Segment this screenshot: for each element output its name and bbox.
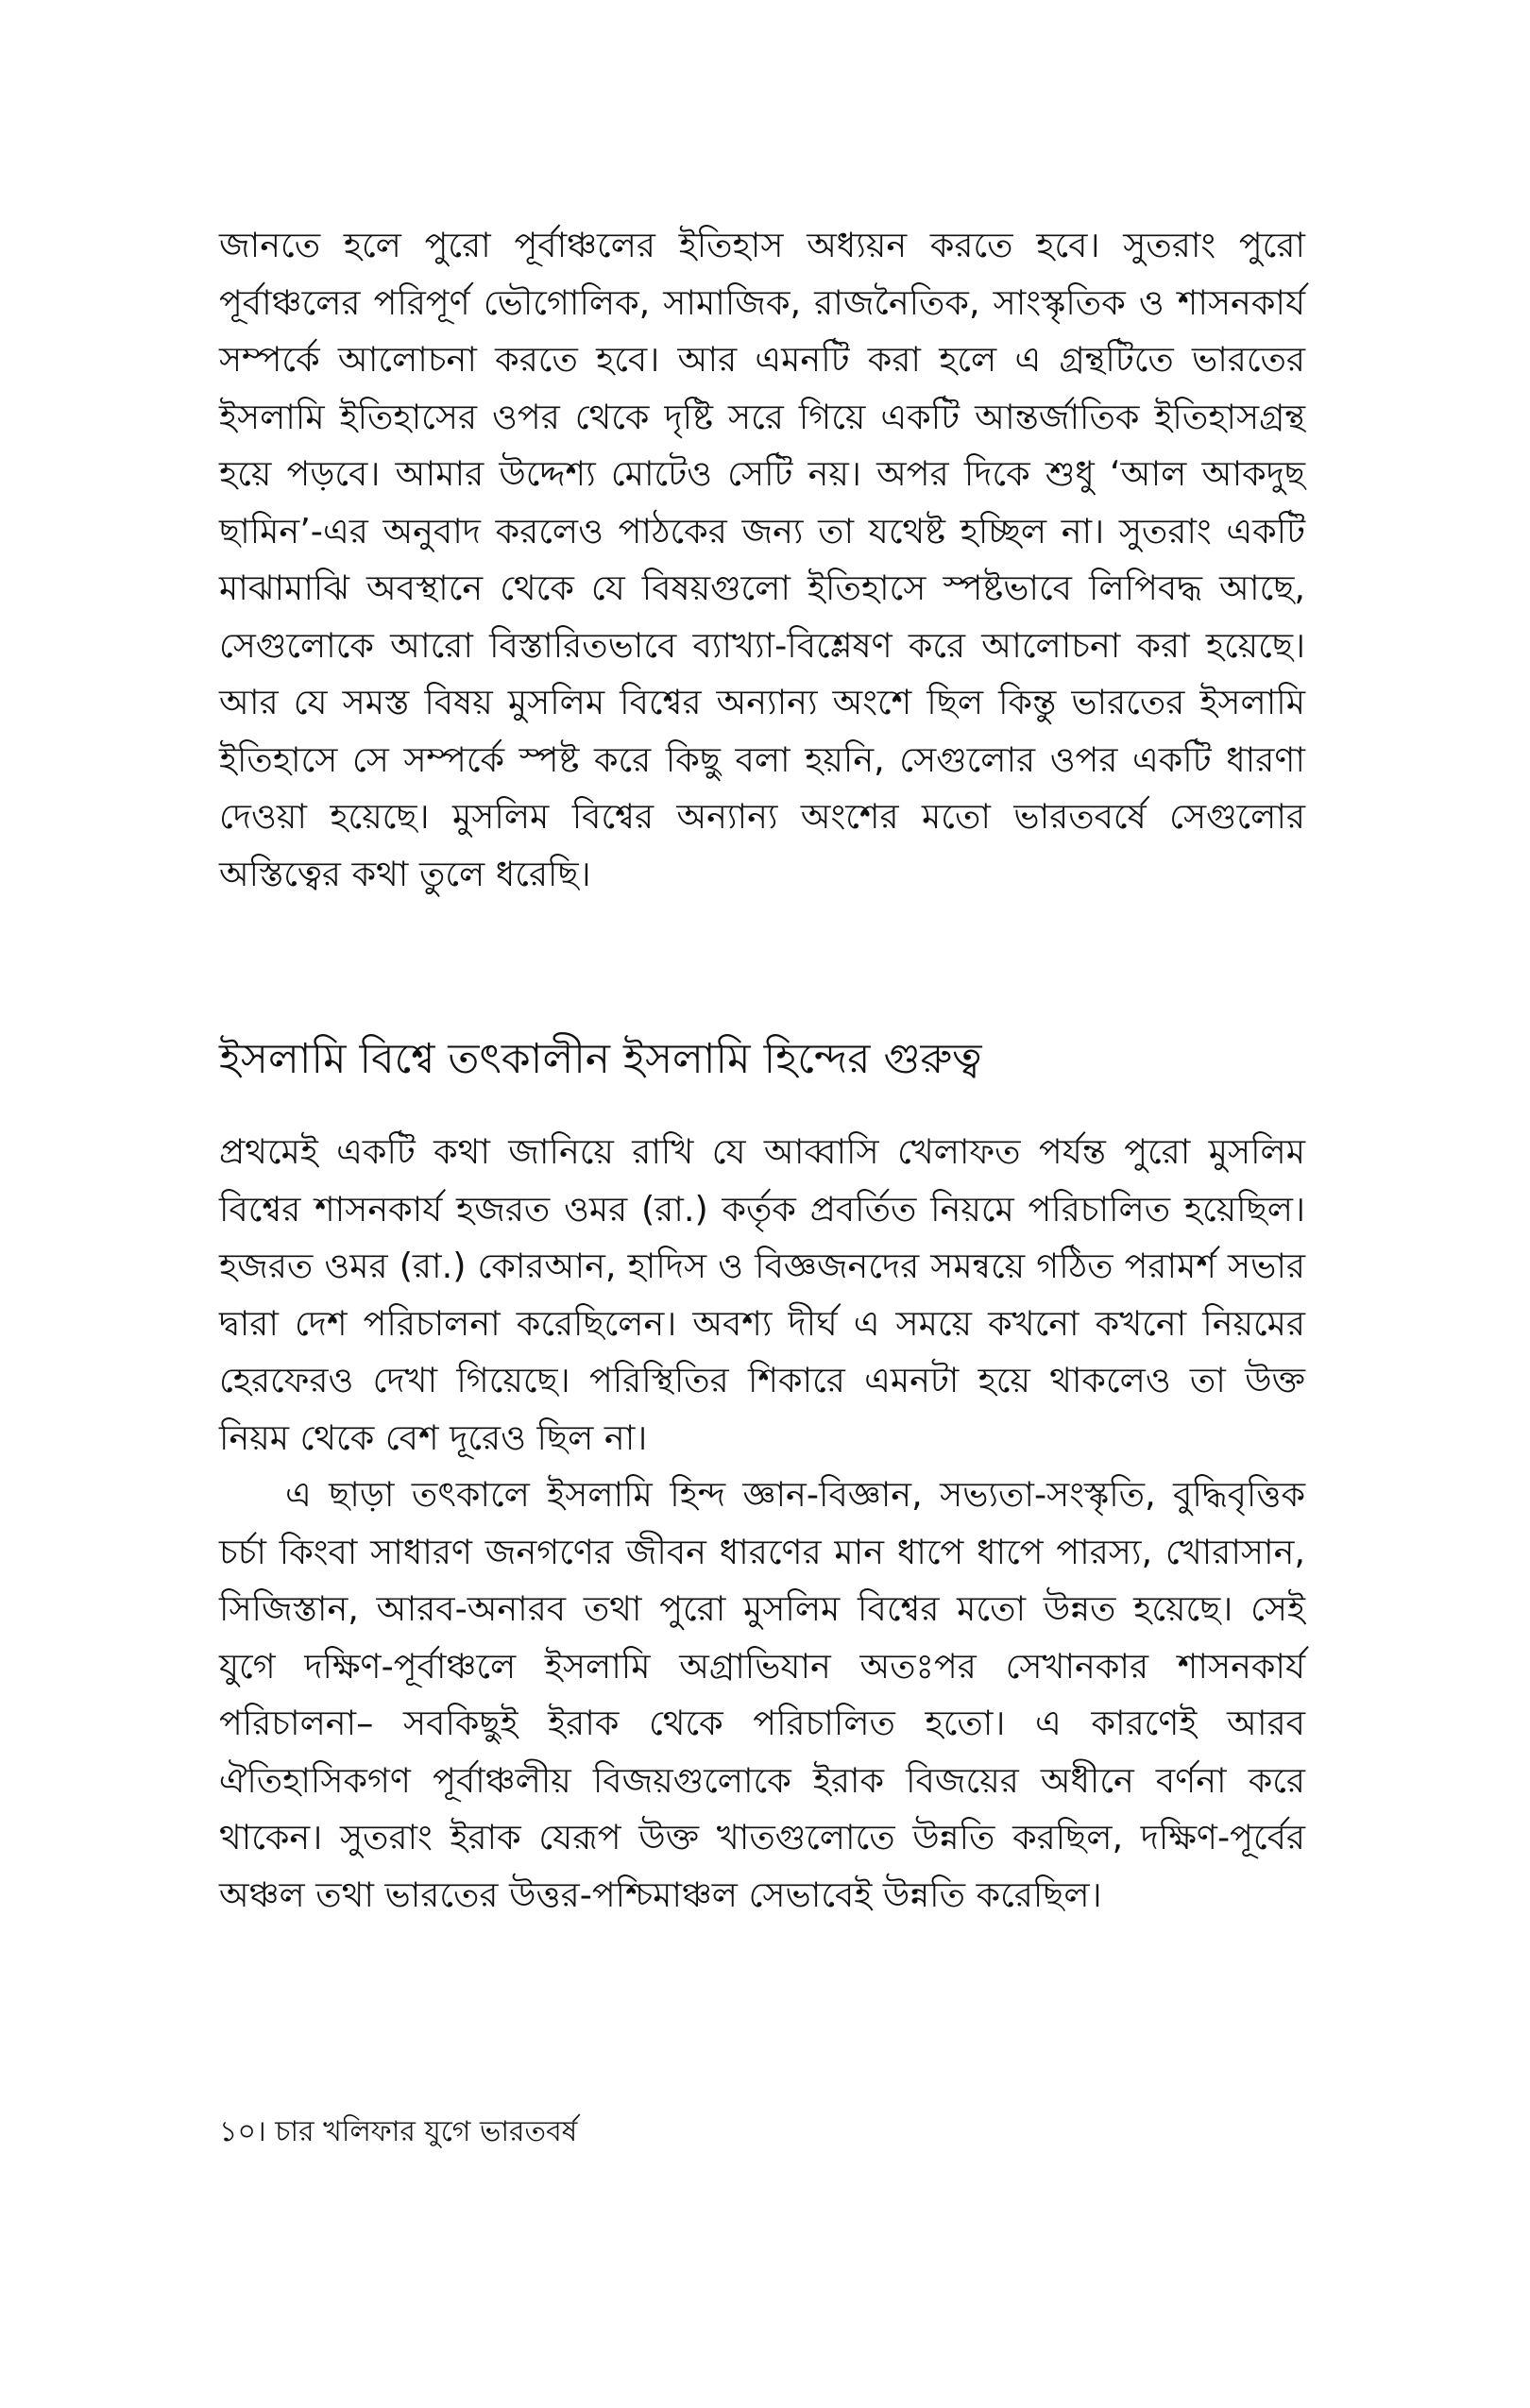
section-heading: ইসলামি বিশ্বে তৎকালীন ইসলামি হিন্দের গুরুত্ব <box>219 1035 982 1083</box>
running-footer: ১০। চার খলিফার যুগে ভারতবর্ষ <box>219 2115 578 2148</box>
paragraph-3: এ ছাড়া তৎকালে ইসলামি হিন্দ জ্ঞান-বিজ্ঞান, সভ্যতা-সংস্কৃতি, বুদ্ধিবৃত্তিক চর্চা কিংবা সাধারণ জনগণের জীবন ধারণের মান ধাপে ধাপে পারস্য, খোরাসান, সিজিস্তান, আরব-অনারব তথা পুরো মুসলিম বিশ্বের মতো উন্নত হয়েছে। সেই যুগে দক্ষিণ-পূর্বাঞ্চলে ইসলামি অগ্রাভিযান অতঃপর সেখানকার শাসনকার্য পরিচালনা– সবকিছুই ইরাক থেকে পরিচালিত হতো। এ কারণেই আরব ঐতিহাসিকগণ পূর্বাঞ্চলীয় বিজয়গুলোকে ইরাক বিজয়ের অধীনে বর্ণনা করে থাকেন। সুতরাং ইরাক যেরূপ উক্ত খাতগুলোতে উন্নতি করছিল, দক্ষিণ-পূর্বের অঞ্চল তথা ভারতের উত্তর-পশ্চিমাঞ্চল সেভাবেই উন্নতি করেছিল। <box>219 1474 1305 1915</box>
paragraph-1: জানতে হলে পুরো পূর্বাঞ্চলের ইতিহাস অধ্যয়ন করতে হবে। সুতরাং পুরো পূর্বাঞ্চলের পরিপূর্ণ ভৌগোলিক, সামাজিক, রাজনৈতিক, সাংস্কৃতিক ও শাসনকার্য সম্পর্কে আলোচনা করতে হবে। আর এমনটি করা হলে এ গ্রন্থটিতে ভারতের ইসলামি ইতিহাসের ওপর থেকে দৃষ্টি সরে গিয়ে একটি আন্তর্জাতিক ইতিহাসগ্রন্থ হয়ে পড়বে। আমার উদ্দেশ্য মোটেও সেটি নয়। অপর দিকে শুধু ‘আল আকদুছ ছামিন’-এর অনুবাদ করলেও পাঠকের জন্য তা যথেষ্ট হচ্ছিল না। সুতরাং একটি মাঝামাঝি অবস্থানে থেকে যে বিষয়গুলো ইতিহাসে স্পষ্টভাবে লিপিবদ্ধ আছে, সেগুলোকে আরো বিস্তারিতভাবে ব্যাখ্যা-বিশ্লেষণ করে আলোচনা করা হয়েছে। আর যে সমস্ত বিষয় মুসলিম বিশ্বের অন্যান্য অংশে ছিল কিন্তু ভারতের ইসলামি ইতিহাসে সে সম্পর্কে স্পষ্ট করে কিছু বলা হয়নি, সেগুলোর ওপর একটি ধারণা দেওয়া হয়েছে। মুসলিম বিশ্বের অন্যান্য অংশের মতো ভারতবর্ষে সেগুলোর অস্তিত্বের কথা তুলে ধরেছি। <box>219 225 1305 894</box>
paragraph-2: প্রথমেই একটি কথা জানিয়ে রাখি যে আব্বাসি খেলাফত পর্যন্ত পুরো মুসলিম বিশ্বের শাসনকার্য হজরত ওমর (রা.) কর্তৃক প্রবর্তিত নিয়মে পরিচালিত হয়েছিল। হজরত ওমর (রা.) কোরআন, হাদিস ও বিজ্ঞজনদের সমন্বয়ে গঠিত পরামর্শ সভার দ্বারা দেশ পরিচালনা করেছিলেন। অবশ্য দীর্ঘ এ সময়ে কখনো কখনো নিয়মের হেরফেরও দেখা গিয়েছে। পরিস্থিতির শিকারে এমনটা হয়ে থাকলেও তা উক্ত নিয়ম থেকে বেশ দূরেও ছিল না। <box>219 1131 1305 1458</box>
